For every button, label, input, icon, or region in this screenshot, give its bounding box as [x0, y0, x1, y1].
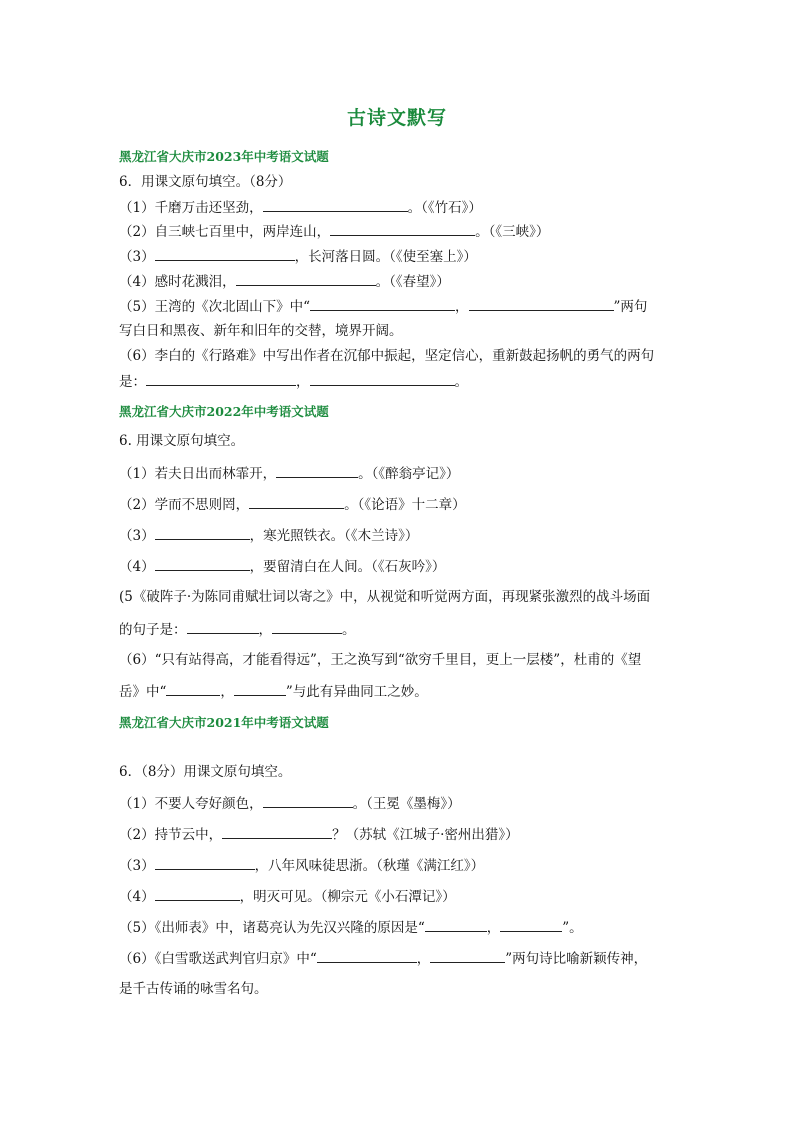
answer-blank[interactable]: [234, 682, 286, 696]
question-item: （5）《出师表》中，诸葛亮认为先汉兴隆的原因是“ ， ”。: [119, 920, 583, 936]
answer-blank[interactable]: [425, 918, 487, 932]
answer-blank[interactable]: [155, 887, 240, 901]
answer-blank[interactable]: [155, 526, 250, 540]
question-item: （1）千磨万击还坚劲， 。（《竹石》）: [119, 200, 482, 216]
question-stem: 6. 用课文原句填空。: [119, 433, 245, 449]
question-item: （1）不要人夸好颜色， 。（王冕《墨梅》）: [119, 796, 461, 812]
question-item: （1）若夫日出而林霏开， 。（《醉翁亭记》）: [119, 466, 460, 482]
question-item: （5）王湾的《次北固山下》中“ ， ”两句: [119, 299, 648, 315]
answer-blank[interactable]: [317, 949, 417, 963]
section-heading-2023: 黑龙江省大庆市2023年中考语文试题: [119, 149, 329, 164]
answer-blank[interactable]: [263, 794, 353, 808]
question-item: （3） ，寒光照铁衣。（《木兰诗》）: [119, 528, 419, 544]
question-item-continued: 是： ， 。: [119, 374, 468, 390]
answer-blank[interactable]: [469, 297, 614, 311]
question-item: （4） ，明灭可见。（柳宗元《小石潭记》）: [119, 889, 456, 905]
question-stem: 6．（8分）用课文原句填空。: [119, 764, 292, 780]
answer-blank[interactable]: [330, 222, 475, 236]
answer-blank[interactable]: [155, 856, 255, 870]
question-item: （4） ，要留清白在人间。（《石灰吟》）: [119, 559, 446, 575]
question-stem: 6．用课文原句填空。（8分）: [119, 174, 292, 190]
answer-blank[interactable]: [310, 297, 455, 311]
answer-blank[interactable]: [430, 949, 505, 963]
answer-blank[interactable]: [166, 682, 220, 696]
question-item: （4）感时花溅泪， 。（《春望》）: [119, 274, 450, 290]
answer-blank[interactable]: [263, 198, 408, 212]
answer-blank[interactable]: [146, 372, 296, 386]
answer-blank[interactable]: [155, 557, 250, 571]
question-item: （6）李白的《行路难》中写出作者在沉郁中振起，坚定信心，重新鼓起扬帆的勇气的两句: [119, 348, 655, 364]
answer-blank[interactable]: [236, 272, 376, 286]
answer-blank[interactable]: [500, 918, 562, 932]
question-item-continued: 的句子是： ， 。: [119, 622, 356, 638]
answer-blank[interactable]: [155, 247, 295, 261]
answer-blank[interactable]: [249, 495, 344, 509]
section-heading-2021: 黑龙江省大庆市2021年中考语文试题: [119, 715, 329, 730]
answer-blank[interactable]: [310, 372, 455, 386]
answer-blank[interactable]: [276, 464, 358, 478]
question-item: （2）学而不思则罔， 。（《论语》十二章）: [119, 497, 466, 513]
question-item: （3） ，八年风味徒思浙。（秋瑾《满江红》）: [119, 858, 485, 874]
answer-blank[interactable]: [222, 825, 332, 839]
section-heading-2022: 黑龙江省大庆市2022年中考语文试题: [119, 404, 329, 419]
question-item: (5《破阵子·为陈同甫赋壮词以寄之》中，从视觉和听觉两方面，再现紧张激烈的战斗场面: [119, 589, 651, 605]
question-item: （2）持节云中， ？（苏轼《江城子·密州出猎》）: [119, 827, 519, 843]
answer-blank[interactable]: [187, 620, 259, 634]
question-item: （6）《白雪歌送武判官归京》中“ ， ”两句诗比喻新颖传神，: [119, 951, 648, 967]
question-item-continued: 写白日和黑夜、新年和旧年的交替，境界开阔。: [119, 323, 403, 339]
question-item-continued: 是千古传诵的咏雪名句。: [119, 981, 268, 997]
question-item: （6）“只有站得高，才能看得远”，王之涣写到“欲穷千里目，更上一层楼”，杜甫的《望: [119, 652, 642, 668]
question-item: （2）自三峡七百里中，两岸连山， 。（《三峡》）: [119, 224, 550, 240]
document-title: 古诗文默写: [346, 107, 447, 129]
answer-blank[interactable]: [272, 620, 342, 634]
question-item-continued: 岳》中“ ， ”与此有异曲同工之妙。: [119, 684, 428, 700]
question-item: （3） ，长河落日圆。（《使至塞上》）: [119, 249, 477, 265]
